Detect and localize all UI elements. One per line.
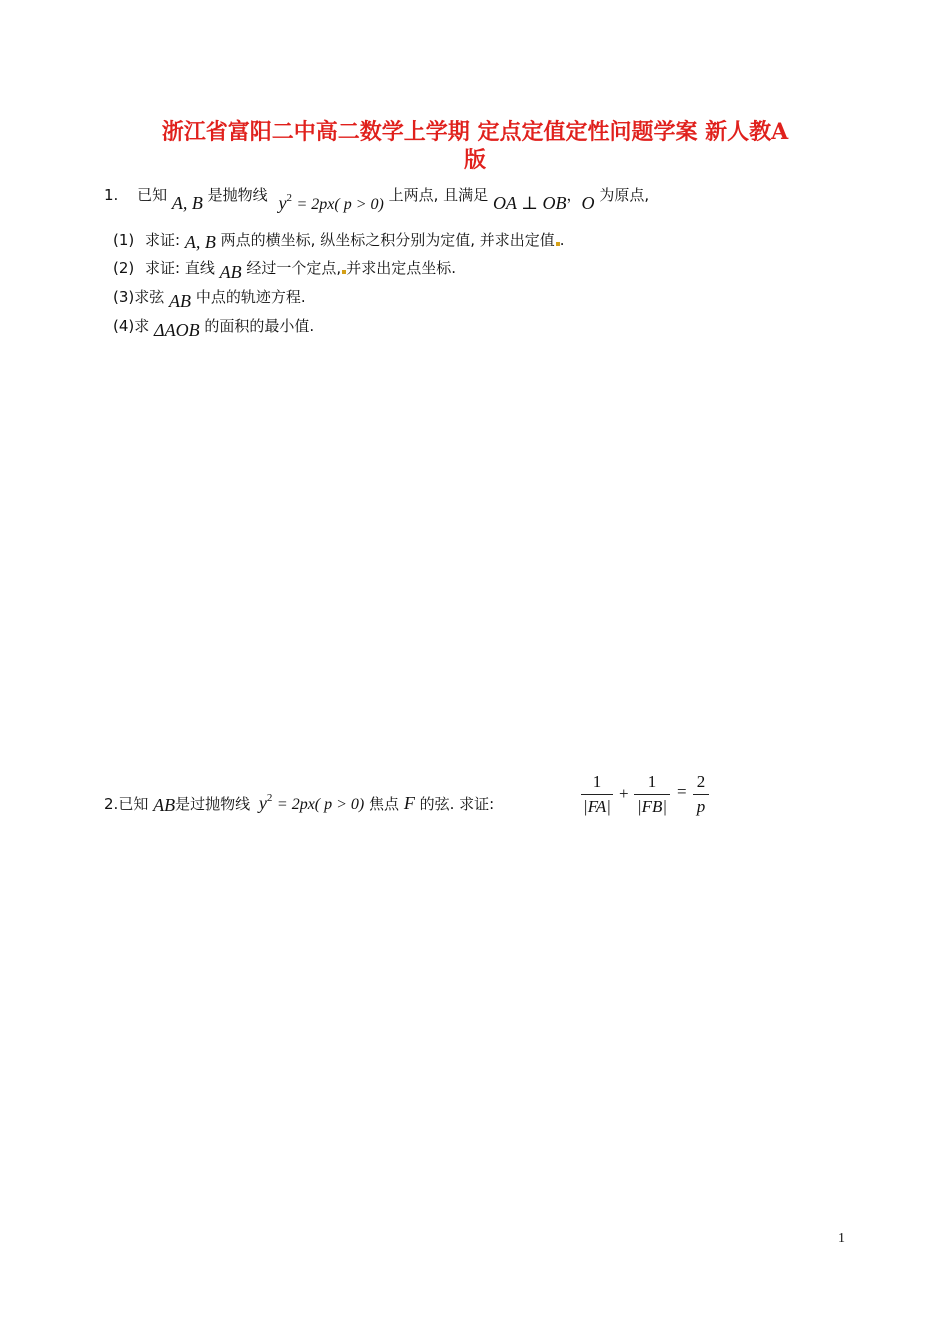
page-number: 1 [838,1231,845,1246]
sub-1-points: A, B [184,232,216,252]
question-1-origin: O [581,193,595,213]
question-1-intro: 已知 [137,186,168,204]
question-1-statement [104,178,650,213]
question-1-separator: ， [566,186,582,204]
question-1-sub-4: (4)求 ΔAOB 的面积的最小值. [113,317,315,340]
question-1-points: A, B [171,193,203,213]
question-2-focus: F [403,793,415,813]
question-1-parabola: $y^2 = 2px$( p > 0) [278,192,384,213]
question-1-sub-1: (1) 求证: A, B 两点的横坐标, 纵坐标之积分别为定值, 并求出定值 . [113,231,565,252]
document-title-line1: 浙江省富阳二中高二数学上学期 定点定值定性问题学案 新人教A [161,119,789,145]
fraction-2-over-p: 2 p [693,772,709,817]
question-1-number: 1. [104,186,119,204]
question-2-number: 2. [104,795,119,813]
question-2-parabola: $y^2 = 2px$( p > 0) [258,792,365,813]
question-1-condition: OA ⊥ OB [492,193,567,213]
question-1-text-c: 为原点, [599,186,650,204]
fraction-1-over-fa: 1 |FA| [581,772,613,817]
question-2-statement: 2.已知 AB是过抛物线 $y^2 = 2px$( p > 0) 焦点 F 的弦. 求证: [104,792,495,815]
plus-sign: + [619,784,629,803]
equals-sign: = [677,782,687,801]
sub-2-ab: AB [219,262,242,282]
question-1-text-a: 是抛物线 [207,186,268,204]
sub-4-triangle: ΔAOB [154,320,200,340]
question-2-ab: AB [153,795,176,815]
question-1-text-b: 上两点, 且满足 [388,186,489,204]
sub-3-ab: AB [169,291,192,311]
document-title-line2: 版 [463,147,486,173]
fraction-1-over-fb: 1 |FB| [634,772,670,817]
question-1-sub-2: (2) 求证: 直线 AB 经过一个定点, 并求出定点坐标. [113,259,456,282]
question-1-sub-3: (3)求弦 AB 中点的轨迹方程. [113,288,306,311]
